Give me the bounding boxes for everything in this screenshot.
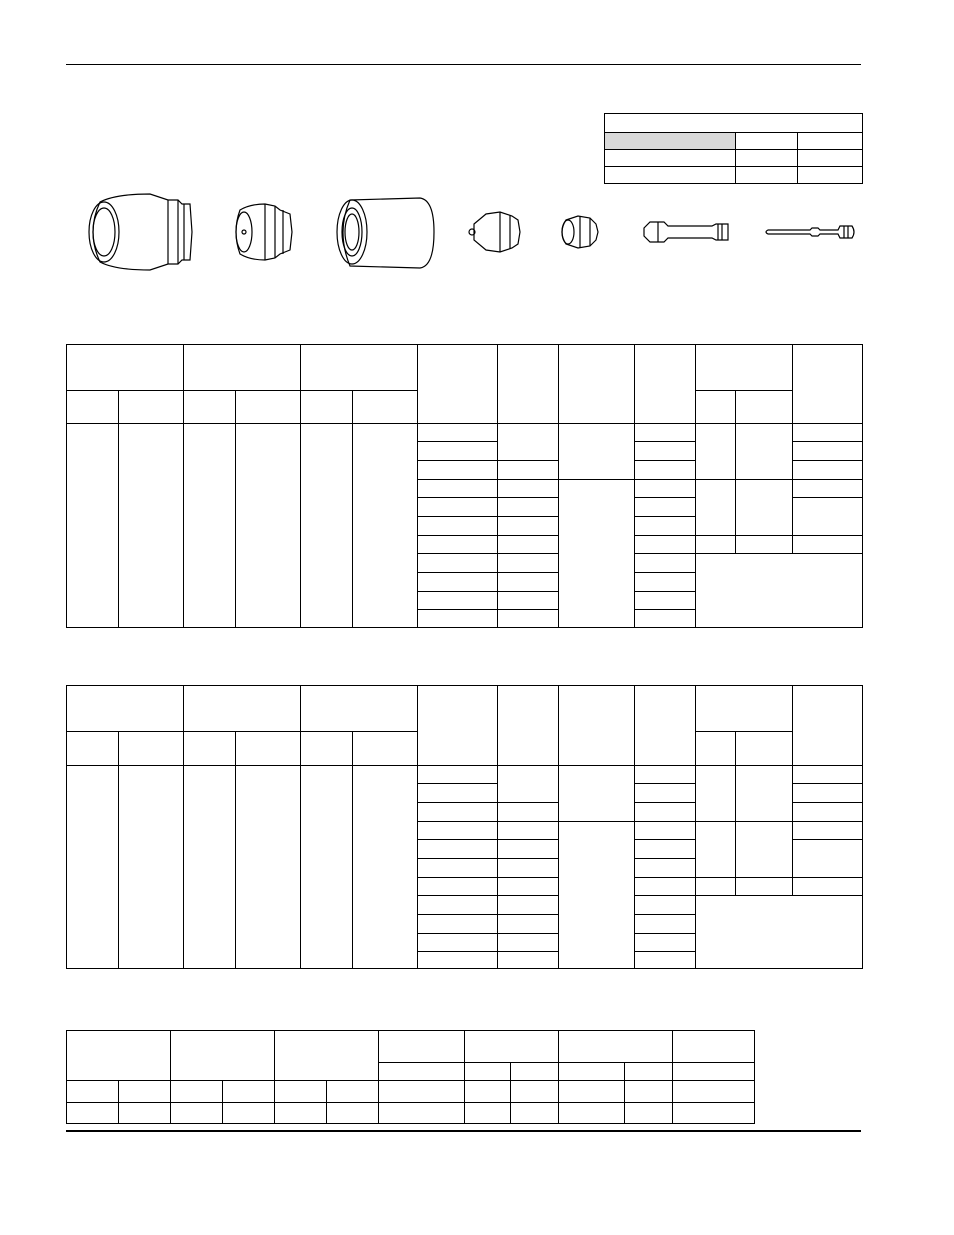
nozzle-icon	[469, 212, 520, 252]
shield-cap-icon	[89, 194, 192, 270]
summary-table	[66, 1030, 755, 1124]
retaining-cap-icon	[337, 198, 434, 268]
consumables-table-2	[66, 685, 863, 969]
header-rule	[66, 64, 861, 65]
swirl-ring-icon	[562, 216, 598, 248]
parts-illustration	[0, 180, 954, 290]
electrode-icon	[644, 222, 728, 242]
consumables-table-1	[66, 344, 863, 628]
water-tube-icon	[766, 226, 854, 238]
shield-icon	[236, 204, 292, 260]
top-right-box-table	[604, 113, 863, 184]
footer-rule	[66, 1130, 861, 1132]
